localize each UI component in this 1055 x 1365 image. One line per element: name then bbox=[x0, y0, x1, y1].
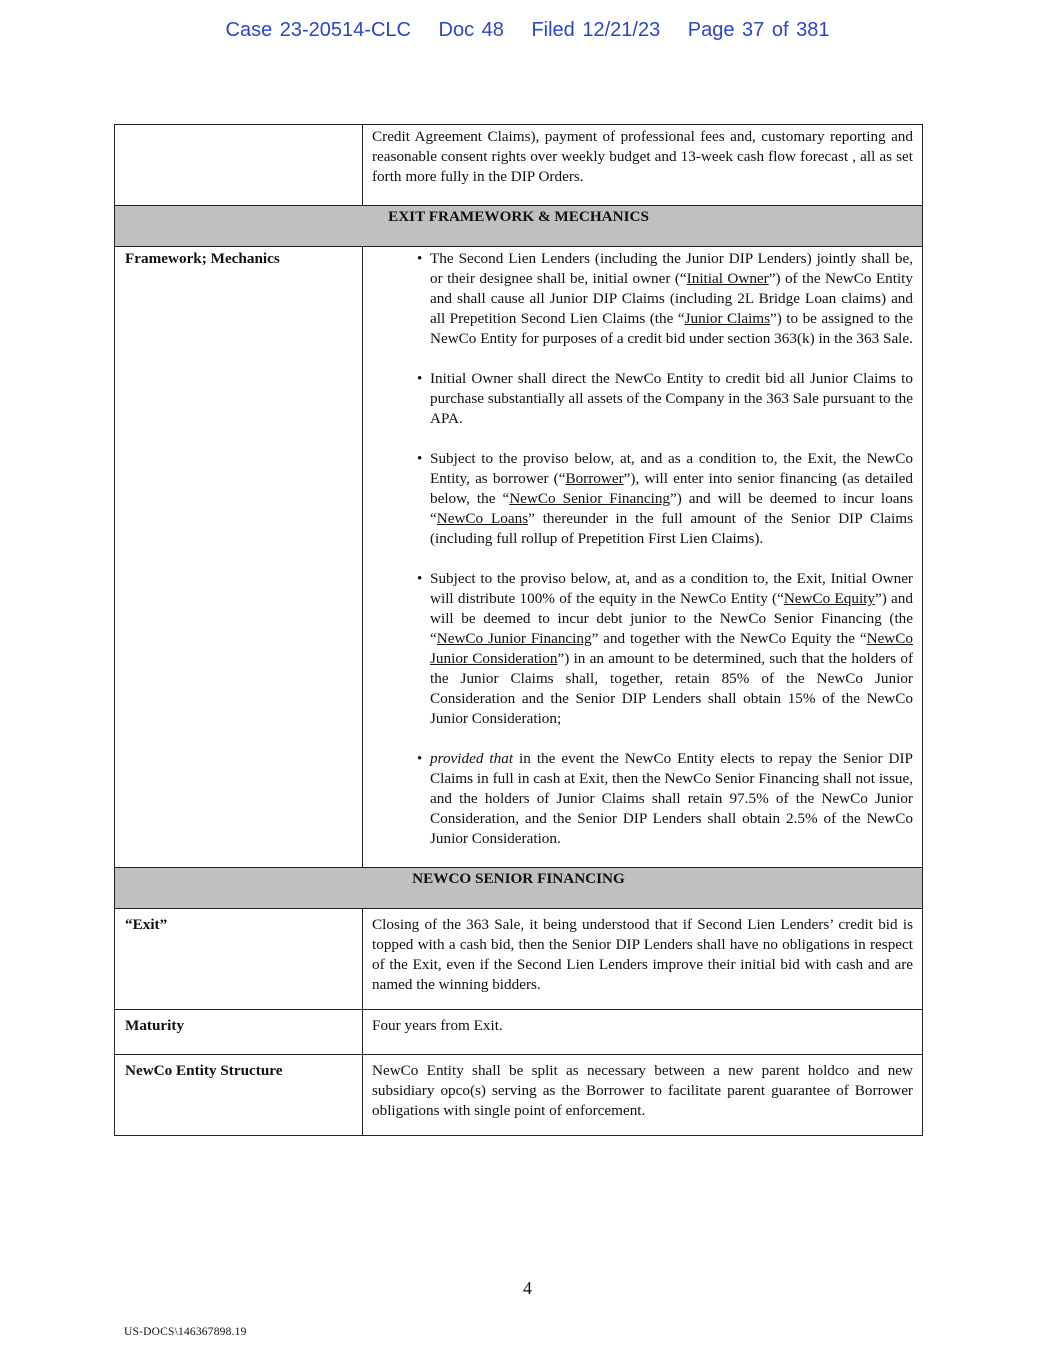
section-exit-framework bbox=[115, 206, 923, 247]
doc-number: Doc 48 bbox=[438, 19, 504, 41]
case-header bbox=[0, 19, 1055, 42]
list-item bbox=[410, 369, 913, 429]
case-number: Case 23-20514-CLC bbox=[225, 19, 411, 41]
bullet-icon: • bbox=[417, 750, 423, 767]
text: Initial Owner shall direct the NewCo Entity to credit bid all Junior Claims to purchase substantially all assets of the Company in the 363 Sale pursuant to the APA. bbox=[430, 370, 913, 427]
text: ”) and will be deemed to incur loans “ bbox=[430, 490, 913, 527]
list-item bbox=[410, 449, 913, 549]
continuation-row bbox=[115, 125, 923, 206]
text: ”) of the NewCo Entity and shall cause all Junior DIP Claims (including 2L Bridge Loan claims) and all Prepetition Second Lien Claims (the “ bbox=[430, 270, 913, 327]
structure-label: NewCo Entity Structure bbox=[115, 1055, 363, 1136]
maturity-text: Four years from Exit. bbox=[363, 1010, 923, 1055]
bullet-icon: • bbox=[417, 250, 423, 267]
text: ”) in an amount to be determined, such that the holders of the Junior Claims shall, together, retain 85% of the NewCo Junior Consideration and the Senior DIP Lenders shall obtain 15% of the NewCo Junior Consideration; bbox=[430, 650, 913, 727]
exit-row bbox=[115, 909, 923, 1010]
list-item bbox=[410, 249, 913, 349]
section-title: EXIT FRAMEWORK & MECHANICS bbox=[388, 208, 649, 225]
text: in the event the NewCo Entity elects to repay the Senior DIP Claims in full in cash at Exit, then the NewCo Senior Financing shall not issue, and the holders of Junior Claims shall retain 97.5% of the NewCo Junior Consideration, and the Senior DIP Lenders shall obtain 2.5% of the NewCo Junior Consideration. bbox=[430, 750, 913, 847]
text: ” and together with the NewCo Equity the “ bbox=[591, 630, 867, 647]
maturity-row bbox=[115, 1010, 923, 1055]
text: Subject to the proviso below, at, and as a condition to, the Exit, the NewCo Entity, as borrower (“ bbox=[430, 450, 913, 487]
maturity-label: Maturity bbox=[115, 1010, 363, 1055]
framework-label: Framework; Mechanics bbox=[115, 247, 363, 868]
defined-term: NewCo Senior Financing bbox=[509, 490, 671, 507]
bullet-icon: • bbox=[417, 570, 423, 587]
continuation-label-cell bbox=[115, 125, 363, 206]
term-sheet-table bbox=[114, 124, 923, 1136]
defined-term: NewCo Junior Consideration bbox=[430, 630, 913, 667]
defined-term: NewCo Equity bbox=[783, 590, 875, 607]
italic-text: provided that bbox=[430, 750, 514, 767]
page-number: 4 bbox=[523, 1278, 532, 1298]
text: ”), will enter into senior financing (as detailed below, the “ bbox=[430, 470, 913, 507]
structure-text: NewCo Entity shall be split as necessary between a new parent holdco and new subsidiary opco(s) serving as the Borrower to facilitate parent guarantee of Borrower obligations with single point of enforcement. bbox=[363, 1055, 923, 1136]
framework-row bbox=[115, 247, 923, 868]
framework-bullets bbox=[372, 249, 913, 849]
defined-term: Junior Claims bbox=[684, 310, 771, 327]
text: ” thereunder in the full amount of the Senior DIP Claims (including full rollup of Prepetition First Lien Claims). bbox=[430, 510, 913, 547]
list-item bbox=[410, 749, 913, 849]
text: ”) and will be deemed to incur debt junior to the NewCo Senior Financing (the “ bbox=[430, 590, 913, 647]
bullet-icon: • bbox=[417, 450, 423, 467]
list-item bbox=[410, 569, 913, 729]
exit-label: “Exit” bbox=[115, 909, 363, 1010]
exit-text: Closing of the 363 Sale, it being understood that if Second Lien Lenders’ credit bid is topped with a cash bid, then the Senior DIP Lenders shall have no obligations in respect of the Exit, even if the Second Lien Lenders improve their initial bid with cash and are named the winning bidders. bbox=[363, 909, 923, 1010]
framework-content bbox=[363, 247, 923, 868]
text: Subject to the proviso below, at, and as a condition to, the Exit, Initial Owner will distribute 100% of the equity in the NewCo Entity (“ bbox=[430, 570, 913, 607]
defined-term: Initial Owner bbox=[686, 270, 769, 287]
page-of: Page 37 of 381 bbox=[687, 19, 830, 41]
section-title: NEWCO SENIOR FINANCING bbox=[412, 870, 625, 887]
text: The Second Lien Lenders (including the Junior DIP Lenders) jointly shall be, or their designee shall be, initial owner (“ bbox=[430, 250, 913, 287]
section-newco-senior-financing bbox=[115, 868, 923, 909]
bullet-icon: • bbox=[417, 370, 423, 387]
defined-term: Borrower bbox=[565, 470, 624, 487]
defined-term: NewCo Junior Financing bbox=[436, 630, 592, 647]
continuation-text: Credit Agreement Claims), payment of professional fees and, customary reporting and reasonable consent rights over weekly budget and 13-week cash flow forecast , all as set forth more fully in the DIP Orders. bbox=[363, 125, 923, 206]
filed-date: Filed 12/21/23 bbox=[531, 19, 661, 41]
defined-term: NewCo Loans bbox=[436, 510, 529, 527]
structure-row bbox=[115, 1055, 923, 1136]
text: ”) to be assigned to the NewCo Entity for purposes of a credit bid under section 363(k) in the 363 Sale. bbox=[430, 310, 913, 347]
document-id: US-DOCS\146367898.19 bbox=[124, 1326, 247, 1338]
